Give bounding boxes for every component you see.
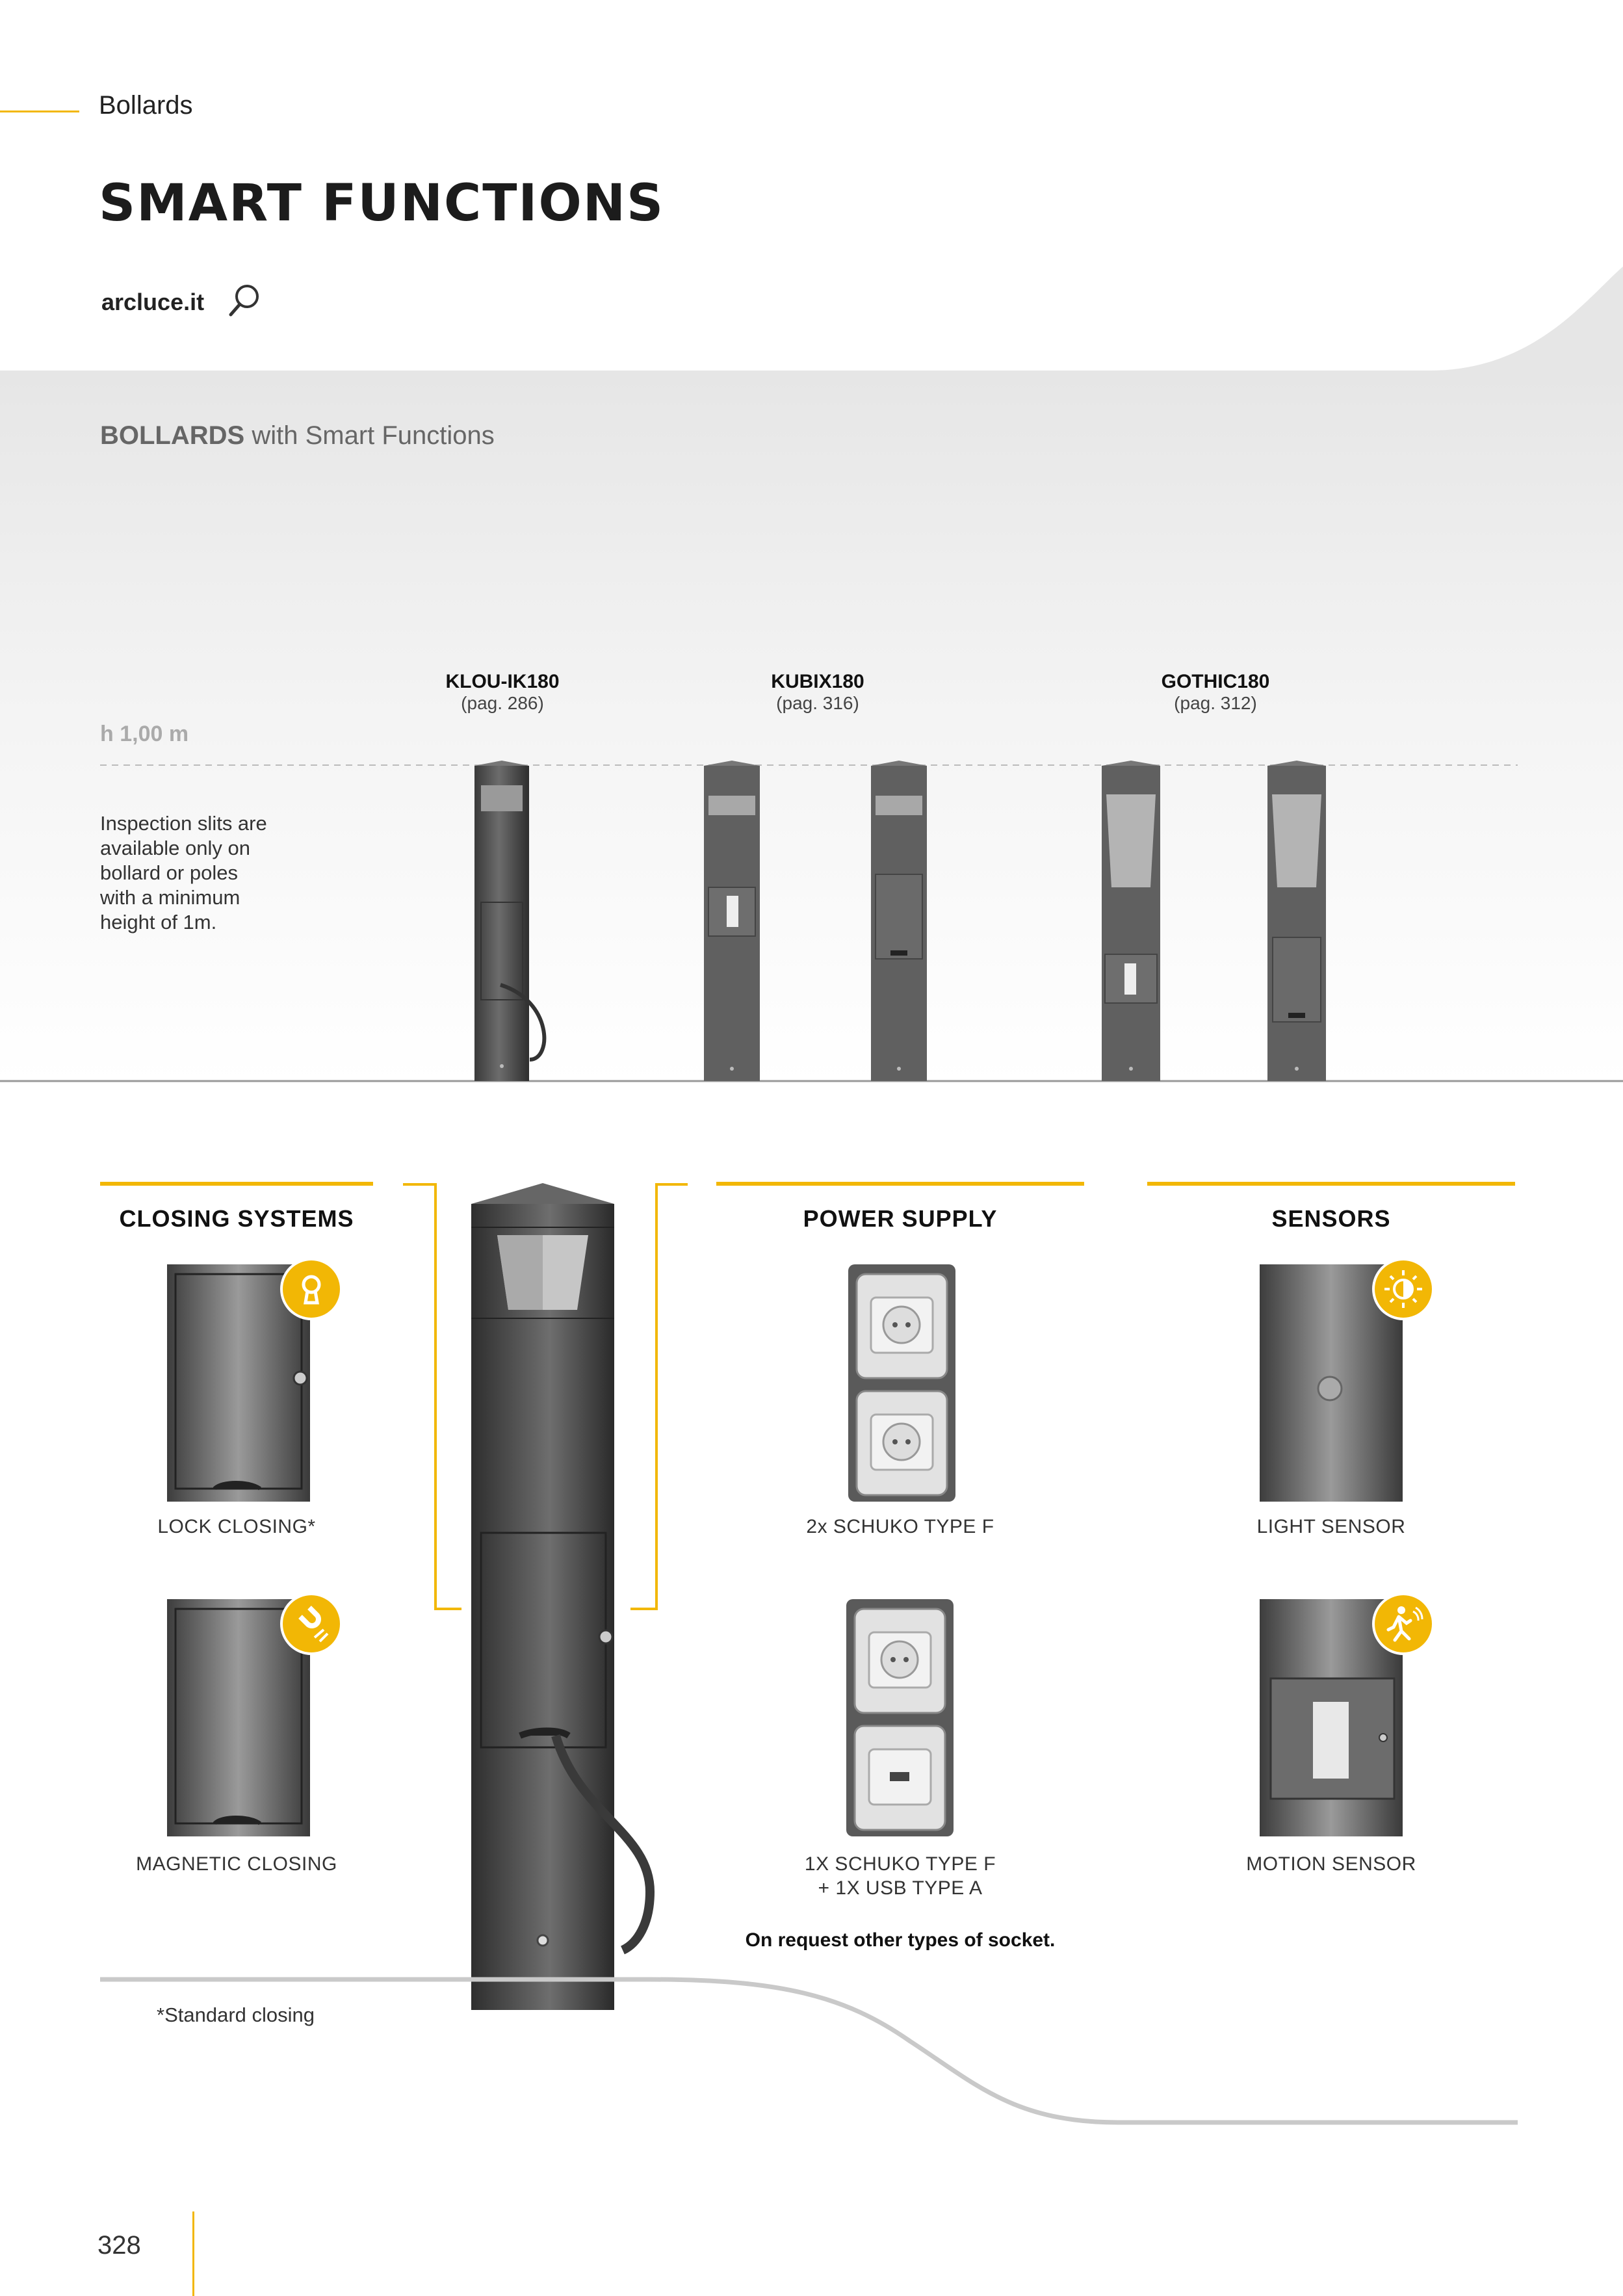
footer-accent-line xyxy=(192,2211,194,2296)
page-number: 328 xyxy=(97,2231,141,2260)
model-kubix xyxy=(720,671,915,714)
inspection-note: Inspection slits are available only on bollard or poles with a minimum height of 1m. xyxy=(100,812,267,933)
bollards-row xyxy=(0,754,1623,1092)
bollard-klou xyxy=(474,761,544,1081)
model-page: (pag. 286) xyxy=(461,693,544,713)
motion-sensor-icon xyxy=(1370,1591,1436,1657)
height-label: h 1,00 m xyxy=(100,722,189,746)
light-sensor-caption: LIGHT SENSOR xyxy=(1256,1516,1406,1537)
band-title-rest: with Smart Functions xyxy=(244,421,495,450)
magnetic-closing-caption: MAGNETIC CLOSING xyxy=(136,1853,337,1875)
band-title-bold: BOLLARDS xyxy=(100,421,245,450)
magnet-icon xyxy=(278,1591,344,1657)
motion-sensor-caption: MOTION SENSOR xyxy=(1246,1853,1416,1875)
sensors-title: SENSORS xyxy=(1271,1205,1391,1232)
model-gothic xyxy=(1118,671,1313,714)
bollard-kubix-door xyxy=(871,761,927,1081)
power-title: POWER SUPPLY xyxy=(803,1205,998,1232)
schuko-caption: 1X SCHUKO TYPE F xyxy=(804,1853,996,1875)
schuko-usb-image xyxy=(846,1599,954,1836)
band-title xyxy=(100,421,495,450)
socket-request-note: On request other types of socket. xyxy=(745,1929,1056,1951)
closing-title: CLOSING SYSTEMS xyxy=(119,1205,354,1232)
model-page: (pag. 312) xyxy=(1174,693,1257,713)
search-icon[interactable] xyxy=(227,282,261,319)
model-name: GOTHIC180 xyxy=(1161,671,1270,692)
usb-caption: + 1X USB TYPE A xyxy=(818,1877,983,1899)
large-bollard xyxy=(471,1183,650,2010)
footnote: *Standard closing xyxy=(157,2003,315,2026)
lock-closing-caption: LOCK CLOSING* xyxy=(157,1516,316,1537)
keyhole-icon xyxy=(278,1256,344,1322)
page-title: SMART FUNCTIONS xyxy=(99,174,665,233)
website-link[interactable]: arcluce.it xyxy=(101,289,205,315)
model-page: (pag. 316) xyxy=(776,693,859,713)
model-name: KUBIX180 xyxy=(771,671,864,692)
section-label: Bollards xyxy=(99,91,193,120)
ground-curve xyxy=(100,1979,1518,2122)
double-schuko-caption: 2x SCHUKO TYPE F xyxy=(806,1516,994,1537)
bollard-kubix-socket xyxy=(704,761,760,1081)
bollard-gothic-door xyxy=(1267,761,1326,1081)
model-klou xyxy=(405,671,600,714)
header-accent-line xyxy=(0,111,79,112)
double-schuko-image xyxy=(848,1264,955,1502)
model-name: KLOU-IK180 xyxy=(445,671,560,692)
header-curve xyxy=(1430,247,1623,377)
bollard-gothic-socket xyxy=(1102,761,1160,1081)
light-sensor-icon xyxy=(1370,1256,1436,1322)
